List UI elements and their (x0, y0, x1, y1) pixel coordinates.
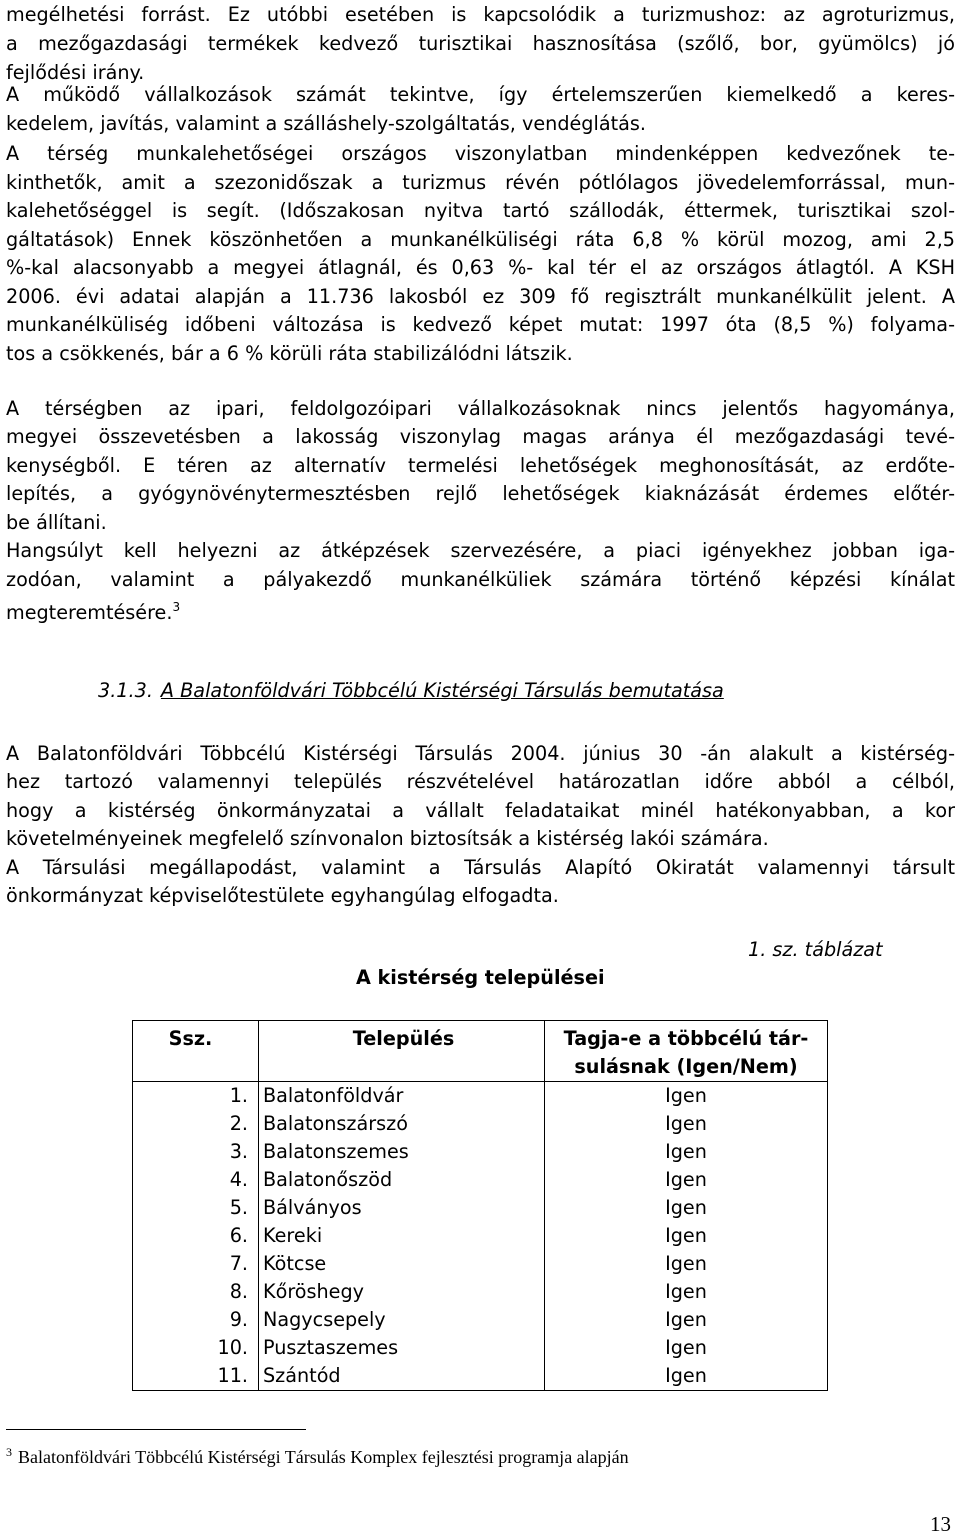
paragraph-line: be állítani. (6, 511, 107, 534)
section-heading (98, 676, 724, 705)
paragraph-text: megteremtésére. (6, 601, 173, 624)
paragraph-line: A Balatonföldvári Többcélú Kistérségi Társulás 2004. június 30 -án alakult a kistérség- (6, 742, 955, 765)
paragraph-line: Hangsúlyt kell helyezni az átképzések szervezésére, a piaci igényekhez jobban iga- (6, 539, 955, 562)
cell-telepules: Balatonföldvár (259, 1082, 545, 1111)
table-row (133, 1194, 828, 1222)
header-ssz: Ssz. (133, 1021, 259, 1082)
paragraph-line: hogy a kistérség önkormányzatai a vállalt feladataikat minél hatékonyabban, a kor (6, 799, 955, 822)
cell-telepules: Kőröshegy (259, 1278, 545, 1306)
cell-ssz: 1. (133, 1082, 259, 1111)
table-row (133, 1362, 828, 1391)
paragraph-line: 2006. évi adatai alapján a 11.736 lakosból ez 309 fő regisztrált munkanélkülit jelent. A (6, 285, 955, 308)
paragraph-line: lepítés, a gyógynövénytermesztésben rejlő lehetőségek kiaknázását érdemes előtér- (6, 482, 955, 505)
cell-ssz: 6. (133, 1222, 259, 1250)
paragraph-line: önkormányzat képviselőtestülete egyhangúlag elfogadta. (6, 884, 559, 907)
paragraph-line: munkanélküliség időbeni változása is kedvező képet mutat: 1997 óta (8,5 %) folyama- (6, 313, 955, 336)
page-number: 13 (930, 1512, 951, 1536)
cell-ssz: 11. (133, 1362, 259, 1391)
cell-telepules: Bálványos (259, 1194, 545, 1222)
paragraph-line: kedelem, javítás, valamint a szálláshely-szolgáltatás, vendéglátás. (6, 112, 646, 135)
paragraph-line: %-kal alacsonyabb a megyei átlagnál, és 0,63 %- kal tér el az országos átlagtól. A KSH (6, 256, 955, 279)
cell-telepules: Kötcse (259, 1250, 545, 1278)
paragraph-line: megélhetési forrást. Ez utóbbi esetében is kapcsolódik a turizmushoz: az agroturizmus, (6, 3, 955, 26)
table-row (133, 1278, 828, 1306)
cell-telepules: Nagycsepely (259, 1306, 545, 1334)
paragraph-line: kinthetők, amit a szezonidőszak a turizmus révén pótlólagos jövedelemforrással, mun- (6, 171, 955, 194)
cell-telepules: Balatonőszöd (259, 1166, 545, 1194)
cell-tagja: Igen (545, 1110, 828, 1138)
cell-tagja: Igen (545, 1222, 828, 1250)
paragraph-line: a mezőgazdasági termékek kedvező turisztikai hasznosítása (szőlő, bor, gyümölcs) jó (6, 32, 955, 55)
paragraph-line: gáltatások) Ennek köszönhetően a munkanélküliségi ráta 6,8 % körül mozog, ami 2,5 (6, 228, 955, 251)
footnote-text: Balatonföldvári Többcélú Kistérségi Társulás Komplex fejlesztési programja alapján (18, 1447, 629, 1467)
cell-tagja: Igen (545, 1250, 828, 1278)
paragraph-line: követelményeinek megfelelő színvonalon biztosítsák a kistérség lakói számára. (6, 827, 769, 850)
cell-ssz: 7. (133, 1250, 259, 1278)
footnote (6, 1440, 629, 1469)
paragraph-line: fejlődési irány. (6, 61, 145, 84)
table-row (133, 1222, 828, 1250)
footnote-reference[interactable]: 3 (172, 600, 181, 614)
cell-ssz: 10. (133, 1334, 259, 1362)
cell-telepules: Balatonszárszó (259, 1110, 545, 1138)
header-telepules: Település (259, 1021, 545, 1082)
cell-ssz: 5. (133, 1194, 259, 1222)
paragraph-line: hez tartozó valamennyi település részvételével határozatlan időre abból a célból, (6, 770, 955, 793)
cell-tagja: Igen (545, 1082, 828, 1111)
footnote-marker: 3 (6, 1445, 12, 1459)
cell-tagja: Igen (545, 1194, 828, 1222)
paragraph-line: A működő vállalkozások számát tekintve, így értelemszerűen kiemelkedő a keres- (6, 83, 955, 106)
paragraph-line: kalehetőséggel is segít. (Időszakosan nyitva tartó szállodák, éttermek, turisztikai szol- (6, 199, 955, 222)
table-row (133, 1110, 828, 1138)
cell-telepules: Szántód (259, 1362, 545, 1391)
cell-ssz: 3. (133, 1138, 259, 1166)
cell-tagja: Igen (545, 1278, 828, 1306)
header-tagja (545, 1021, 828, 1082)
paragraph-line: tos a csökkenés, bár a 6 % körüli ráta stabilizálódni látszik. (6, 342, 573, 365)
settlements-table (132, 1020, 828, 1391)
section-title: A Balatonföldvári Többcélú Kistérségi Társulás bemutatása (160, 679, 724, 702)
cell-tagja: Igen (545, 1306, 828, 1334)
cell-tagja: Igen (545, 1362, 828, 1391)
cell-ssz: 9. (133, 1306, 259, 1334)
section-number: 3.1.3. (98, 679, 153, 702)
paragraph-line: A térségben az ipari, feldolgozóipari vállalkozásoknak nincs jelentős hagyománya, (6, 397, 955, 420)
footnote-separator (6, 1429, 306, 1430)
table-row (133, 1250, 828, 1278)
paragraph-line: A Társulási megállapodást, valamint a Társulás Alapító Okiratát valamennyi társult (6, 856, 955, 879)
cell-ssz: 2. (133, 1110, 259, 1138)
cell-ssz: 4. (133, 1166, 259, 1194)
paragraph-line (6, 593, 955, 622)
paragraph-line: megyei összevetésben a lakosság viszonylag magas aránya él mezőgazdasági tevé- (6, 425, 955, 448)
cell-ssz: 8. (133, 1278, 259, 1306)
paragraph-line: kenységből. E téren az alternatív termelési lehetőségek meghonosítását, az erdőte- (6, 454, 955, 477)
table-row (133, 1166, 828, 1194)
table-header-row (133, 1021, 828, 1082)
cell-tagja: Igen (545, 1334, 828, 1362)
cell-telepules: Kereki (259, 1222, 545, 1250)
paragraph-line: zodóan, valamint a pályakezdő munkanélküliek számára történő képzési kínálat (6, 568, 955, 591)
table-row (133, 1334, 828, 1362)
table-row (133, 1306, 828, 1334)
header-tagja-line2: sulásnak (Igen/Nem) (574, 1055, 798, 1078)
cell-telepules: Balatonszemes (259, 1138, 545, 1166)
cell-tagja: Igen (545, 1166, 828, 1194)
table-row (133, 1138, 828, 1166)
header-tagja-line1: Tagja-e a többcélú tár- (563, 1027, 809, 1050)
table-label: 1. sz. táblázat (748, 938, 883, 961)
cell-tagja: Igen (545, 1138, 828, 1166)
paragraph-line: A térség munkalehetőségei országos viszonylatban mindenképpen kedvezőnek te- (6, 142, 955, 165)
table-row (133, 1082, 828, 1111)
table-title: A kistérség települései (356, 966, 605, 989)
cell-telepules: Pusztaszemes (259, 1334, 545, 1362)
